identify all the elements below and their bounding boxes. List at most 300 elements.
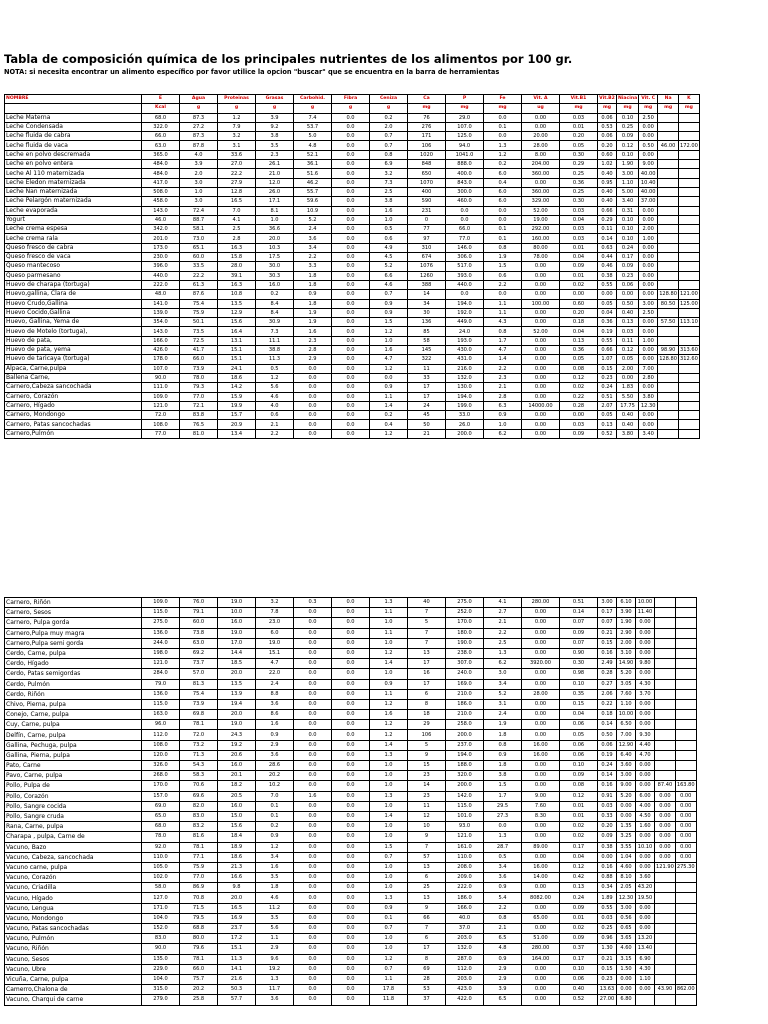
value-cell: 7.4 [294, 113, 332, 122]
value-cell: 292.00 [522, 225, 560, 234]
food-name-cell: Leche Pelargón maternizada [5, 197, 142, 206]
value-cell: 1.4 [370, 740, 408, 750]
value-cell: 9.6 [256, 954, 294, 964]
food-name-cell: Carnero,Pulpa muy magra [5, 628, 142, 638]
food-name-cell: Huevo de Motelo (tortuga), [5, 327, 142, 336]
value-cell: 430.0 [446, 346, 484, 355]
value-cell: 108.0 [142, 740, 180, 750]
food-name-cell: Camerro,Chalona de [5, 985, 142, 995]
value-cell: 73.0 [180, 234, 218, 243]
value-cell: 0.01 [560, 801, 598, 811]
value-cell: 4.9 [370, 243, 408, 252]
column-unit: mg [560, 104, 598, 113]
value-cell: 16.00 [522, 740, 560, 750]
value-cell: 73.7 [180, 659, 218, 669]
value-cell: 1.2 [370, 730, 408, 740]
value-cell: 0.00 [636, 618, 655, 628]
value-cell: 0.18 [598, 710, 617, 720]
value-cell [655, 934, 676, 944]
value-cell: 5.20 [617, 669, 636, 679]
value-cell [655, 689, 676, 699]
food-name-cell: Leche Eledon maternizada [5, 178, 142, 187]
value-cell: 0.0 [294, 913, 332, 923]
value-cell: 208.0 [446, 862, 484, 872]
value-cell [679, 206, 700, 215]
value-cell: 0.17 [560, 842, 598, 852]
table-row [5, 271, 700, 280]
value-cell: 190.0 [446, 638, 484, 648]
value-cell: 1.0 [484, 420, 522, 429]
value-cell: 1.3 [484, 648, 522, 658]
value-cell: 172.00 [680, 142, 698, 149]
value-cell [655, 710, 676, 720]
value-cell: 16.5 [218, 903, 256, 913]
value-cell: 93.0 [446, 822, 484, 832]
value-cell: 0.00 [522, 924, 560, 934]
value-cell [658, 132, 679, 141]
value-cell: 21 [408, 429, 446, 438]
value-cell [679, 280, 700, 289]
value-cell: 19.50 [636, 893, 655, 903]
value-cell [655, 699, 676, 709]
value-cell: 7.0 [256, 791, 294, 801]
value-cell: 0.0 [332, 132, 370, 141]
table-row [5, 420, 700, 429]
value-cell: 0.00 [522, 648, 560, 658]
value-cell: 4.0 [180, 150, 218, 159]
value-cell: 24 [408, 401, 446, 410]
value-cell: 8082.00 [522, 893, 560, 903]
value-cell: 1.2 [218, 113, 256, 122]
value-cell [658, 243, 679, 252]
value-cell: 0.15 [598, 964, 617, 974]
value-cell: 45 [408, 411, 446, 420]
value-cell: 79.6 [180, 944, 218, 954]
value-cell [675, 648, 696, 658]
value-cell: 194.0 [446, 299, 484, 308]
value-cell: 0.0 [332, 628, 370, 638]
value-cell: 306.0 [446, 253, 484, 262]
value-cell: 3.80 [617, 429, 639, 438]
value-cell [679, 132, 700, 141]
value-cell: 0.10 [617, 225, 639, 234]
value-cell: 0.0 [332, 318, 370, 327]
value-cell [675, 913, 696, 923]
column-unit [5, 104, 142, 113]
food-name-cell: Huevo, Gallina, Yema de [5, 318, 142, 327]
value-cell [636, 995, 655, 1005]
value-cell: 57.50 [658, 318, 679, 327]
value-cell: 87.6 [180, 290, 218, 299]
value-cell: 222.0 [446, 883, 484, 893]
value-cell: 2.2 [484, 280, 522, 289]
value-cell: 0.0 [294, 669, 332, 679]
value-cell: 0.0 [446, 290, 484, 299]
value-cell: 0.12 [560, 791, 598, 801]
value-cell: 63.0 [142, 141, 180, 150]
value-cell: 21.0 [256, 169, 294, 178]
table-row [5, 411, 700, 420]
value-cell: 79.5 [180, 913, 218, 923]
value-cell: 22.2 [180, 271, 218, 280]
value-cell: 1.1 [370, 392, 408, 401]
value-cell [679, 383, 700, 392]
column-unit: g [256, 104, 294, 113]
value-cell: 65.1 [180, 243, 218, 252]
value-cell: 12.30 [639, 401, 658, 410]
food-name-cell: Pollo, Pulpa de [5, 781, 142, 791]
value-cell: 23 [408, 791, 446, 801]
value-cell: 1.3 [370, 750, 408, 760]
value-cell: 65.0 [142, 811, 180, 821]
value-cell: 115.0 [142, 608, 180, 618]
value-cell: 484.0 [142, 169, 180, 178]
value-cell: 69.2 [180, 648, 218, 658]
value-cell: 10 [408, 822, 446, 832]
value-cell: 1.0 [370, 944, 408, 954]
value-cell: 0.00 [636, 648, 655, 658]
value-cell: 66.0 [180, 964, 218, 974]
value-cell: 0.00 [636, 903, 655, 913]
value-cell: 6.40 [617, 750, 636, 760]
value-cell: 0.09 [560, 934, 598, 944]
value-cell: 121.90 [655, 862, 676, 872]
value-cell: 0.0 [294, 801, 332, 811]
value-cell: 10.3 [256, 243, 294, 252]
value-cell: 0.0 [332, 974, 370, 984]
value-cell: 0.98 [560, 669, 598, 679]
value-cell [658, 364, 679, 373]
column-header: Ca [408, 95, 446, 104]
value-cell: 0.00 [639, 253, 658, 262]
value-cell: 3.5 [256, 141, 294, 150]
food-name-cell: Vacuno, Sesos [5, 954, 142, 964]
value-cell: 0.5 [484, 852, 522, 862]
value-cell: 0.0 [294, 648, 332, 658]
value-cell [658, 383, 679, 392]
value-cell: 0.01 [560, 913, 598, 923]
value-cell: 4.8 [484, 944, 522, 954]
value-cell: 6 [408, 873, 446, 883]
value-cell [679, 327, 700, 336]
value-cell: 76.0 [180, 598, 218, 608]
value-cell: 8 [408, 699, 446, 709]
value-cell: 13.5 [218, 299, 256, 308]
value-cell [679, 401, 700, 410]
value-cell: 121.0 [142, 401, 180, 410]
value-cell: 0.10 [560, 964, 598, 974]
value-cell: 0.0 [332, 832, 370, 842]
value-cell: 360.00 [522, 169, 560, 178]
value-cell [675, 598, 696, 608]
table-row [5, 383, 700, 392]
value-cell: 21.3 [218, 862, 256, 872]
value-cell: 1076 [408, 262, 446, 271]
value-cell: 0.0 [332, 801, 370, 811]
food-name-cell: Carnero, Patas sancochadas [5, 420, 142, 429]
value-cell: 0.37 [560, 944, 598, 954]
value-cell [675, 873, 696, 883]
value-cell: 0.7 [370, 924, 408, 934]
table-row [5, 187, 700, 196]
value-cell [679, 197, 700, 206]
value-cell: 24.0 [446, 327, 484, 336]
value-cell: 27.0 [218, 160, 256, 169]
value-cell: 4.7 [484, 346, 522, 355]
value-cell: 1.6 [294, 791, 332, 801]
value-cell: 423.0 [446, 985, 484, 995]
value-cell: 75.9 [180, 308, 218, 317]
food-name-cell: Carnero, Hígado [5, 401, 142, 410]
value-cell: 6.2 [484, 429, 522, 438]
value-cell: 287.0 [446, 954, 484, 964]
value-cell: 3.25 [617, 832, 636, 842]
value-cell: 0.1 [370, 913, 408, 923]
value-cell [675, 689, 696, 699]
value-cell: 0.04 [560, 215, 598, 224]
value-cell: 50.3 [218, 985, 256, 995]
value-cell [675, 893, 696, 903]
value-cell: 0.00 [522, 113, 560, 122]
value-cell: 0.1 [256, 801, 294, 811]
value-cell: 0.01 [560, 811, 598, 821]
value-cell: 83.0 [142, 934, 180, 944]
value-cell: 0.0 [332, 944, 370, 954]
value-cell: 1.10 [636, 974, 655, 984]
value-cell: 0.0 [332, 771, 370, 781]
search-note: NOTA: si necesita encontrar un alimento específico por favor utilice la opcion "buscar" que se encuentra en la barra de herramientas [4, 68, 500, 76]
value-cell: 1.0 [370, 336, 408, 345]
table-row [5, 924, 697, 934]
value-cell: 396.0 [142, 262, 180, 271]
value-cell: 22.0 [256, 669, 294, 679]
value-cell: 81.0 [180, 429, 218, 438]
food-name-cell: Cerdo, Riñón [5, 689, 142, 699]
value-cell: 3.00 [617, 903, 636, 913]
value-cell: 0.14 [598, 234, 617, 243]
value-cell: 1.2 [370, 954, 408, 964]
value-cell: 18.5 [218, 659, 256, 669]
value-cell: 8 [408, 954, 446, 964]
table-row [5, 327, 700, 336]
value-cell: 113.10 [680, 319, 698, 326]
value-cell [655, 659, 676, 669]
value-cell: 0.00 [522, 336, 560, 345]
food-name-cell: Huevo de taricaya (tortuga) [5, 355, 142, 364]
value-cell: 0.03 [560, 234, 598, 243]
value-cell: 180.0 [446, 628, 484, 638]
value-cell: 171.0 [142, 903, 180, 913]
value-cell: 1.7 [484, 791, 522, 801]
value-cell: 83.2 [180, 822, 218, 832]
value-cell: 0.00 [522, 280, 560, 289]
value-cell: 0.0 [332, 750, 370, 760]
value-cell: 28.7 [484, 842, 522, 852]
value-cell: 0.02 [560, 924, 598, 934]
value-cell: 0.00 [522, 781, 560, 791]
value-cell: 0.0 [332, 262, 370, 271]
value-cell: 194.0 [446, 392, 484, 401]
value-cell: 280.00 [522, 598, 560, 608]
value-cell: 102.0 [142, 873, 180, 883]
value-cell: 127.0 [142, 893, 180, 903]
value-cell: 10.10 [636, 842, 655, 852]
value-cell: 0.0 [332, 253, 370, 262]
value-cell: 2.3 [256, 150, 294, 159]
table-row [5, 290, 700, 299]
value-cell: 169.0 [446, 679, 484, 689]
value-cell: 400 [408, 187, 446, 196]
value-cell: 1.0 [180, 187, 218, 196]
food-name-cell: Vacuno, Charqui de carne [5, 995, 142, 1005]
value-cell: 0.1 [484, 122, 522, 131]
value-cell: 0.0 [332, 346, 370, 355]
value-cell: 8.30 [522, 811, 560, 821]
value-cell: 3.2 [218, 132, 256, 141]
value-cell: 0.16 [598, 781, 617, 791]
value-cell: 6.6 [370, 271, 408, 280]
value-cell: 17 [408, 679, 446, 689]
value-cell: 0.19 [598, 327, 617, 336]
value-cell: 3.4 [484, 679, 522, 689]
column-unit: mg [484, 104, 522, 113]
food-name-cell: Queso fresco de vaca [5, 253, 142, 262]
value-cell [658, 178, 679, 187]
value-cell: 0.0 [484, 113, 522, 122]
column-unit: mg [639, 104, 658, 113]
value-cell [655, 598, 676, 608]
value-cell: 0.23 [598, 974, 617, 984]
value-cell: 2.8 [218, 234, 256, 243]
value-cell: 14.2 [218, 383, 256, 392]
value-cell [675, 934, 696, 944]
value-cell: 0.0 [332, 122, 370, 131]
value-cell: 33.5 [180, 262, 218, 271]
value-cell: 58.1 [180, 225, 218, 234]
value-cell: 322.0 [142, 122, 180, 131]
value-cell: 0.23 [617, 271, 639, 280]
value-cell: 36.6 [256, 225, 294, 234]
value-cell [658, 280, 679, 289]
value-cell: 2.3 [484, 373, 522, 382]
table-row [5, 308, 700, 317]
food-name-cell: Charapa , pulpa, Carne de [5, 832, 142, 842]
value-cell: 3.9 [256, 113, 294, 122]
food-name-cell: Leche crema espesa [5, 225, 142, 234]
value-cell: 17 [408, 944, 446, 954]
value-cell: 393.0 [446, 271, 484, 280]
value-cell: 4.5 [370, 253, 408, 262]
value-cell: 210.0 [446, 710, 484, 720]
food-name-cell: Carnero,Cabeza sancochada [5, 383, 142, 392]
value-cell [658, 429, 679, 438]
value-cell: 0.9 [484, 883, 522, 893]
value-cell: 0.07 [560, 638, 598, 648]
value-cell: 0.0 [294, 771, 332, 781]
value-cell: 11.1 [256, 336, 294, 345]
value-cell: 19.0 [218, 628, 256, 638]
value-cell: 20.0 [218, 669, 256, 679]
value-cell: 26.0 [446, 420, 484, 429]
value-cell: 0.00 [636, 771, 655, 781]
value-cell: 0.40 [617, 411, 639, 420]
value-cell: 1.4 [370, 401, 408, 410]
value-cell: 19.0 [256, 638, 294, 648]
value-cell [679, 178, 700, 187]
column-header: Na [658, 95, 679, 104]
value-cell: 0.24 [598, 761, 617, 771]
value-cell: 72.1 [180, 401, 218, 410]
value-cell: 128.80 [659, 291, 678, 298]
value-cell: 0.63 [598, 243, 617, 252]
value-cell: 27.9 [218, 178, 256, 187]
value-cell: 5.20 [617, 791, 636, 801]
value-cell: 2.5 [370, 187, 408, 196]
value-cell: 0.13 [560, 336, 598, 345]
value-cell: 4.60 [617, 944, 636, 954]
value-cell: 0.0 [332, 364, 370, 373]
value-cell: 0.29 [560, 160, 598, 169]
food-name-cell: Cerdo, Patas semigordas [5, 669, 142, 679]
value-cell [658, 262, 679, 271]
value-cell: 0.0 [294, 781, 332, 791]
value-cell: 0.00 [639, 280, 658, 289]
value-cell: 0.0 [294, 364, 332, 373]
value-cell: 20.00 [522, 132, 560, 141]
value-cell: 0.0 [294, 383, 332, 392]
value-cell: 276 [408, 122, 446, 131]
table-row [5, 373, 700, 382]
value-cell: 25.8 [180, 995, 218, 1005]
value-cell: 16.5 [218, 197, 256, 206]
value-cell: 83.8 [180, 411, 218, 420]
value-cell: 198.0 [142, 648, 180, 658]
value-cell: 0.00 [522, 679, 560, 689]
value-cell [679, 160, 700, 169]
value-cell: 0.00 [522, 373, 560, 382]
value-cell: 0.0 [332, 985, 370, 995]
value-cell: 0.24 [617, 243, 639, 252]
value-cell: 2.1 [484, 618, 522, 628]
food-name-cell: Leche crema rala [5, 234, 142, 243]
value-cell: 1.35 [617, 822, 636, 832]
value-cell: 0.00 [675, 791, 696, 801]
value-cell: 81.6 [180, 832, 218, 842]
value-cell: 8.10 [617, 873, 636, 883]
value-cell: 0.00 [522, 346, 560, 355]
value-cell: 1.0 [370, 771, 408, 781]
column-unit: ug [522, 104, 560, 113]
value-cell: 0.0 [294, 862, 332, 872]
table-row [5, 689, 697, 699]
value-cell: 0.0 [332, 215, 370, 224]
food-name-cell: Queso fresco de cabra [5, 243, 142, 252]
value-cell: 5.50 [617, 392, 639, 401]
value-cell: 2.06 [598, 689, 617, 699]
value-cell [655, 974, 676, 984]
value-cell: 0.02 [560, 280, 598, 289]
value-cell: 0.7 [370, 132, 408, 141]
value-cell: 71.5 [180, 903, 218, 913]
value-cell: 230.0 [142, 253, 180, 262]
value-cell: 111.0 [142, 383, 180, 392]
value-cell: 2.90 [617, 628, 636, 638]
value-cell [658, 169, 679, 178]
value-cell: 13 [408, 862, 446, 872]
value-cell: 0.0 [332, 160, 370, 169]
value-cell: 6.90 [636, 954, 655, 964]
value-cell: 4.70 [636, 750, 655, 760]
